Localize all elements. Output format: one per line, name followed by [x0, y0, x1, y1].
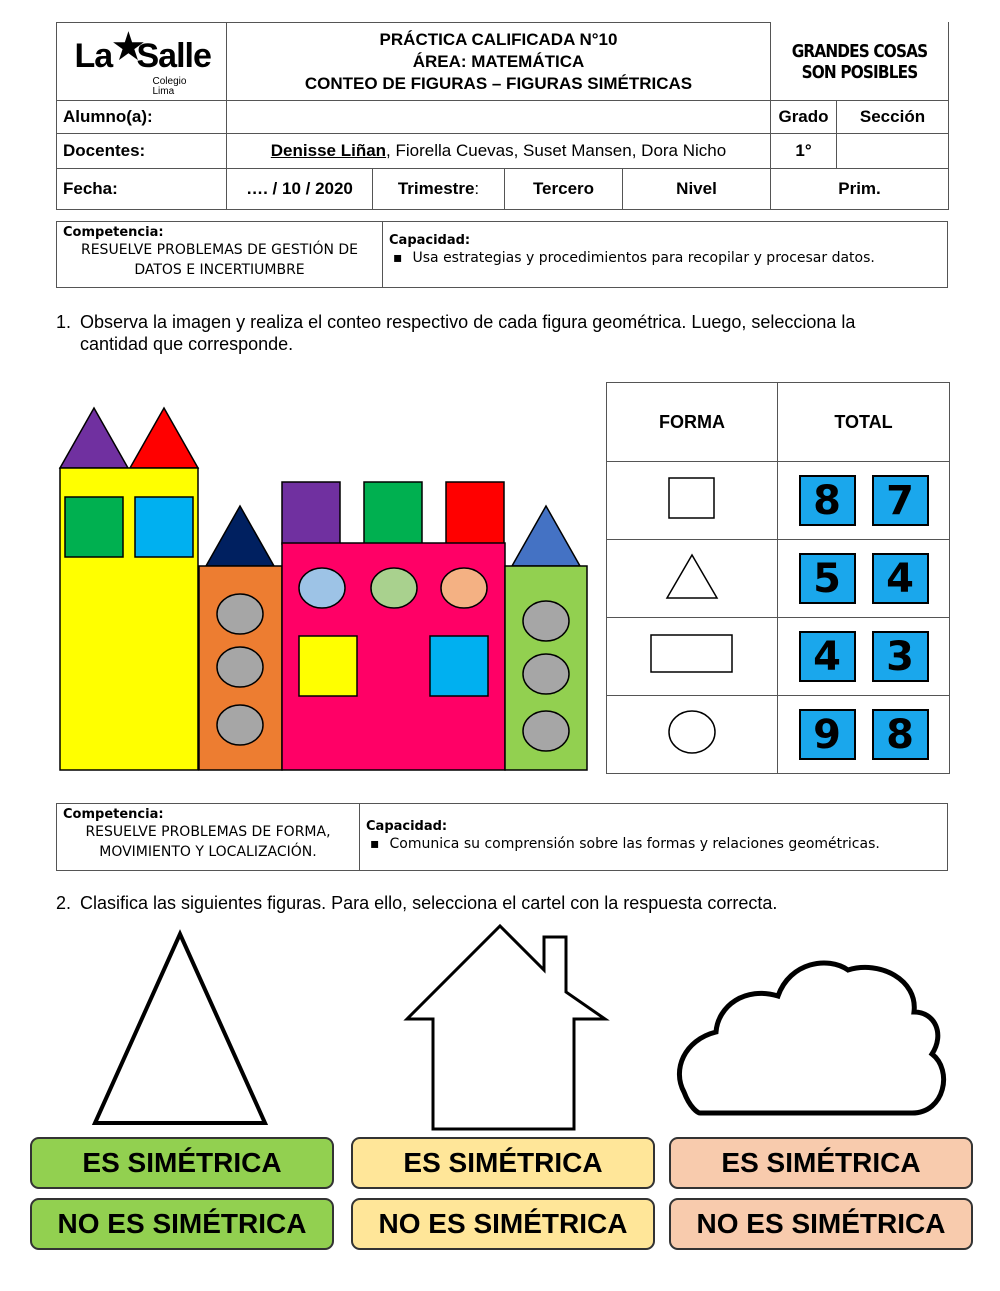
grado-label: Grado	[771, 101, 837, 134]
trimestre-value: Tercero	[505, 169, 623, 210]
question-1: 1. Observa la imagen y realiza el conteo respectivo de cada figura geométrica. Luego, selecciona la cantidad que corresponde.	[56, 312, 856, 354]
triangle-icon	[607, 540, 778, 618]
answer-option[interactable]: 3	[872, 631, 929, 682]
green-square	[65, 497, 123, 557]
logo-subtitle: Colegio Lima	[152, 75, 187, 97]
table-row	[607, 696, 950, 774]
fecha-value: …. / 10 / 2020	[227, 169, 373, 210]
title-line-2: ÁREA: MATEMÁTICA	[412, 51, 585, 71]
cloud-figure	[679, 963, 943, 1113]
navy-triangle	[206, 506, 274, 566]
logo-text-salle: Salle	[136, 36, 211, 75]
fecha-label: Fecha:	[57, 169, 227, 210]
answer-option[interactable]: 4	[799, 631, 856, 682]
table-row	[607, 618, 950, 696]
motto: GRANDES COSAS SON POSIBLES	[791, 40, 928, 83]
circle-icon	[607, 696, 778, 774]
title-line-1: PRÁCTICA CALIFICADA N°10	[379, 29, 618, 49]
question-2: 2. Clasifica las siguientes figuras. Para ello, selecciona el cartel con la respuesta correcta.	[56, 893, 778, 913]
table-row	[607, 540, 950, 618]
docentes-label: Docentes:	[57, 134, 227, 169]
rectangle-icon	[607, 618, 778, 696]
seccion-field[interactable]	[837, 134, 949, 169]
competencia-1: Competencia: RESUELVE PROBLEMAS DE GESTIÓN DE DATOS E INCERTIUMBRE	[57, 222, 383, 287]
cloud-no-es-simetrica-button[interactable]: NO ES SIMÉTRICA	[669, 1198, 973, 1250]
answer-option[interactable]: 8	[872, 709, 929, 760]
logo-text-la: La	[74, 36, 113, 75]
answer-option[interactable]: 7	[872, 475, 929, 526]
house-figure	[407, 926, 605, 1129]
blue-triangle	[512, 506, 580, 566]
bullet-icon: ▪	[370, 836, 380, 852]
count-table	[606, 382, 950, 774]
square-icon	[607, 462, 778, 540]
alumno-label: Alumno(a):	[57, 101, 227, 134]
bullet-icon: ▪	[393, 250, 403, 266]
cloud-es-simetrica-button[interactable]: ES SIMÉTRICA	[669, 1137, 973, 1189]
star-icon: ★	[110, 24, 147, 69]
total-header: TOTAL	[778, 383, 950, 462]
competencia-2: Competencia: RESUELVE PROBLEMAS DE FORMA, MOVIMIENTO Y LOCALIZACIÓN.	[57, 804, 360, 870]
answer-option[interactable]: 5	[799, 553, 856, 604]
house-es-simetrica-button[interactable]: ES SIMÉTRICA	[351, 1137, 655, 1189]
answer-option[interactable]: 4	[872, 553, 929, 604]
nivel-value: Prim.	[771, 169, 949, 210]
figures-row	[0, 920, 1000, 1135]
capacidad-2: Capacidad: ▪ Comunica su comprensión sobre las formas y relaciones geométricas.	[366, 819, 880, 852]
forma-header: FORMA	[607, 383, 778, 462]
title-line-3: CONTEO DE FIGURAS – FIGURAS SIMÉTRICAS	[304, 73, 693, 93]
triangle-no-es-simetrica-button[interactable]: NO ES SIMÉTRICA	[30, 1198, 334, 1250]
nivel-label: Nivel	[623, 169, 771, 210]
seccion-label: Sección	[837, 101, 949, 134]
trimestre-label: Trimestre:	[373, 169, 505, 210]
grado-value: 1°	[771, 134, 837, 169]
answer-option[interactable]: 9	[799, 709, 856, 760]
house-no-es-simetrica-button[interactable]: NO ES SIMÉTRICA	[351, 1198, 655, 1250]
answer-option[interactable]: 8	[799, 475, 856, 526]
competencia-box-2	[56, 803, 948, 871]
purple-triangle	[60, 408, 128, 468]
triangle-figure	[95, 934, 265, 1123]
castle-illustration	[0, 0, 600, 780]
triangle-es-simetrica-button[interactable]: ES SIMÉTRICA	[30, 1137, 334, 1189]
blue-square	[135, 497, 193, 557]
docentes-value: Denisse Liñan, Fiorella Cuevas, Suset Mansen, Dora Nicho	[227, 134, 771, 169]
capacidad-1: Capacidad: ▪ Usa estrategias y procedimientos para recopilar y procesar datos.	[389, 233, 875, 266]
table-row	[607, 462, 950, 540]
motto-cell	[771, 23, 949, 101]
red-triangle	[130, 408, 198, 468]
